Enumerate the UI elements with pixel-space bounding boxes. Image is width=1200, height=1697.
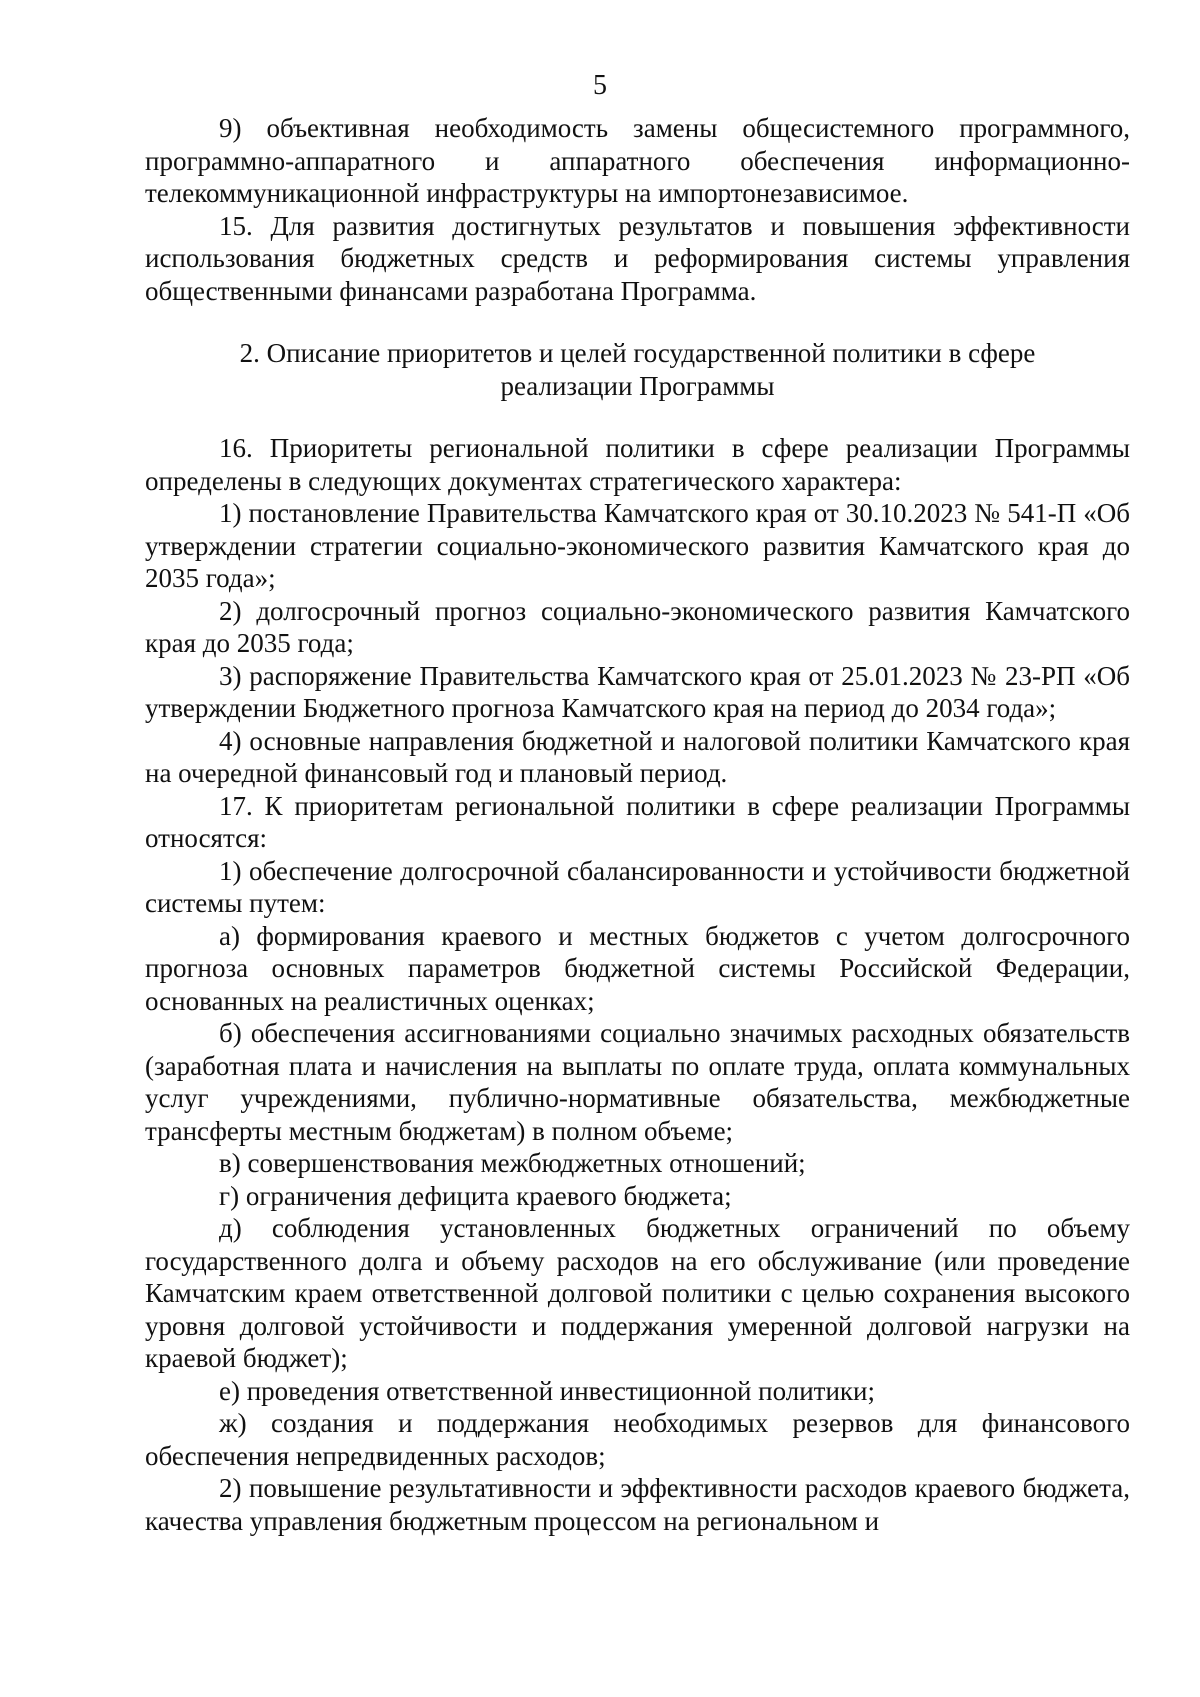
subitem-zh: ж) создания и поддержания необходимых резервов для финансового обеспечения непредвиденных расходов; bbox=[145, 1408, 1130, 1471]
subitem-g: г) ограничения дефицита краевого бюджета; bbox=[219, 1180, 732, 1211]
clause-16-item-3: 3) распоряжение Правительства Камчатского края от 25.01.2023 № 23-РП «Об утверждении Бюджетного прогноза Камчатского края на период до 2034 года»; bbox=[145, 660, 1130, 723]
clause-17-item-2: 2) повышение результативности и эффективности расходов краевого бюджета, качества управления бюджетным процессом на региональном и bbox=[145, 1473, 1130, 1536]
clause-16-item-1: 1) постановление Правительства Камчатского края от 30.10.2023 № 541-П «Об утверждении стратегии социально-экономического развития Камчатского края до 2035 года»; bbox=[145, 498, 1130, 593]
section-heading: 2. Описание приоритетов и целей государственной политики в сфере реализации Программы bbox=[239, 338, 1036, 401]
subitem-e: е) проведения ответственной инвестиционной политики; bbox=[219, 1375, 875, 1406]
subitem-b: б) обеспечения ассигнованиями социально значимых расходных обязательств (заработная плата и начисления на выплаты по оплате труда, оплата коммунальных услуг учреждениями, публично-нормативные обязательства, межбюджетные трансферты местным бюджетам) в полном объеме; bbox=[145, 1018, 1130, 1146]
list-item-9: 9) объективная необходимость замены общесистемного программного, программно-аппаратного и аппаратного обеспечения информационно-телекоммуникационной инфраструктуры на импортонезависимое. bbox=[145, 113, 1130, 208]
clause-16: 16. Приоритеты региональной политики в сфере реализации Программы определены в следующих документах стратегического характера: bbox=[145, 433, 1130, 496]
subitem-d: д) соблюдения установленных бюджетных ограничений по объему государственного долга и объему расходов на его обслуживание (или проведение Камчатским краем ответственной долговой политики с целью сохранения высокого уровня долговой устойчивости и поддержания умеренной долговой нагрузки на краевой бюджет); bbox=[145, 1213, 1130, 1373]
clause-16-item-2: 2) долгосрочный прогноз социально-экономического развития Камчатского края до 2035 года; bbox=[145, 595, 1130, 658]
clause-17-item-1: 1) обеспечение долгосрочной сбалансированности и устойчивости бюджетной системы путем: bbox=[145, 855, 1130, 918]
subitem-v: в) совершенствования межбюджетных отношений; bbox=[219, 1148, 806, 1178]
clause-15: 15. Для развития достигнутых результатов и повышения эффективности использования бюджетных средств и реформирования системы управления общественными финансами разработана Программа. bbox=[145, 210, 1130, 306]
subitem-a: а) формирования краевого и местных бюджетов с учетом долгосрочного прогноза основных параметров бюджетной системы Российской Федерации, основанных на реалистичных оценках; bbox=[145, 920, 1130, 1016]
clause-16-item-4: 4) основные направления бюджетной и налоговой политики Камчатского края на очередной финансовый год и плановый период. bbox=[145, 725, 1130, 788]
clause-17: 17. К приоритетам региональной политики в сфере реализации Программы относятся: bbox=[145, 790, 1130, 853]
document-body bbox=[145, 112, 1130, 1537]
page-number: 5 bbox=[593, 70, 607, 101]
